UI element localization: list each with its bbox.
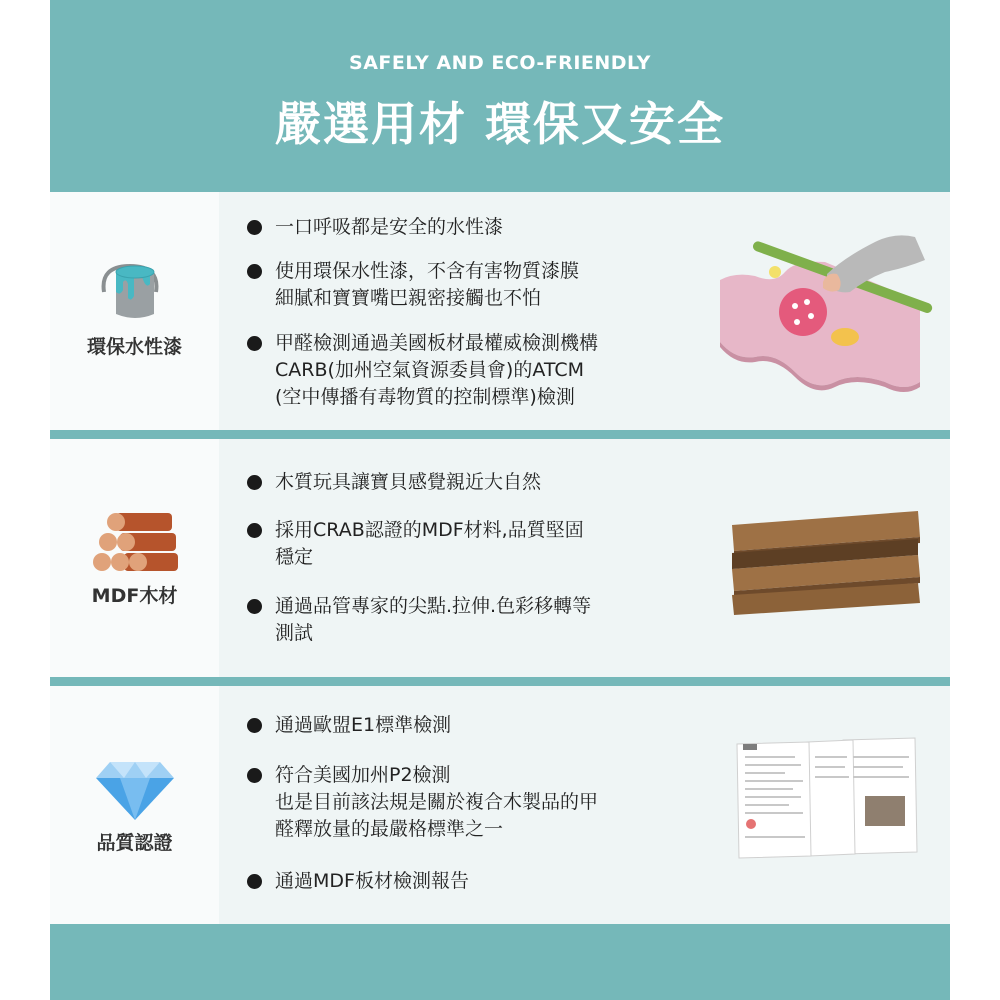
- bullet-dot: [247, 874, 262, 889]
- section-paint: [50, 192, 950, 430]
- section-mdf: [50, 439, 950, 677]
- bullet-dot: [247, 768, 262, 783]
- paint-bucket-icon: [90, 252, 180, 322]
- diamond-icon: [90, 754, 180, 824]
- test-reports-image: [735, 736, 920, 861]
- mdf-boards-image: [730, 507, 925, 617]
- bullet-text: 木質玩具讓寶貝感覺親近大自然: [275, 471, 542, 493]
- bullet-dot: [247, 718, 262, 733]
- bullet-text: 符合美國加州P2檢測 也是目前該法規是關於複合木製品的甲 醛釋放量的最嚴格標準之一: [275, 764, 599, 840]
- category-label: MDF木材: [91, 585, 178, 607]
- category-column: [50, 439, 219, 677]
- bullet-text: 甲醛檢測通過美國板材最權威檢測機構 CARB(加州空氣資源委員會)的ATCM (空中傳播有毒物質的控制標準)檢測: [275, 332, 599, 408]
- bullet-dot: [247, 336, 262, 351]
- painted-board-image: [715, 232, 940, 397]
- header-title: 嚴選用材 環保又安全: [274, 97, 725, 151]
- bullet-dot: [247, 220, 262, 235]
- category-label: 品質認證: [96, 832, 173, 854]
- bullet-text: 一口呼吸都是安全的水性漆: [275, 216, 504, 238]
- logs-icon: [90, 507, 180, 577]
- bullet-dot: [247, 523, 262, 538]
- category-column: [50, 192, 219, 430]
- bullet-text: 使用環保水性漆，不含有害物質漆膜 細膩和寶寶嘴巴親密接觸也不怕: [275, 260, 580, 309]
- bullet-text: 通過MDF板材檢測報告: [275, 870, 469, 892]
- header-subtitle: SAFELY AND ECO-FRIENDLY: [349, 52, 651, 74]
- bullet-dot: [247, 475, 262, 490]
- section-certification: [50, 686, 950, 924]
- bullet-text: 通過品管專家的尖點.拉伸.色彩移轉等 測試: [275, 595, 592, 644]
- bullet-text: 採用CRAB認證的MDF材料,品質堅固 穩定: [275, 519, 584, 568]
- category-label: 環保水性漆: [86, 336, 182, 358]
- category-column: [50, 686, 219, 924]
- main-panel: [50, 0, 950, 1000]
- bullet-dot: [247, 599, 262, 614]
- bullet-text: 通過歐盟E1標準檢測: [275, 714, 452, 736]
- bullet-dot: [247, 264, 262, 279]
